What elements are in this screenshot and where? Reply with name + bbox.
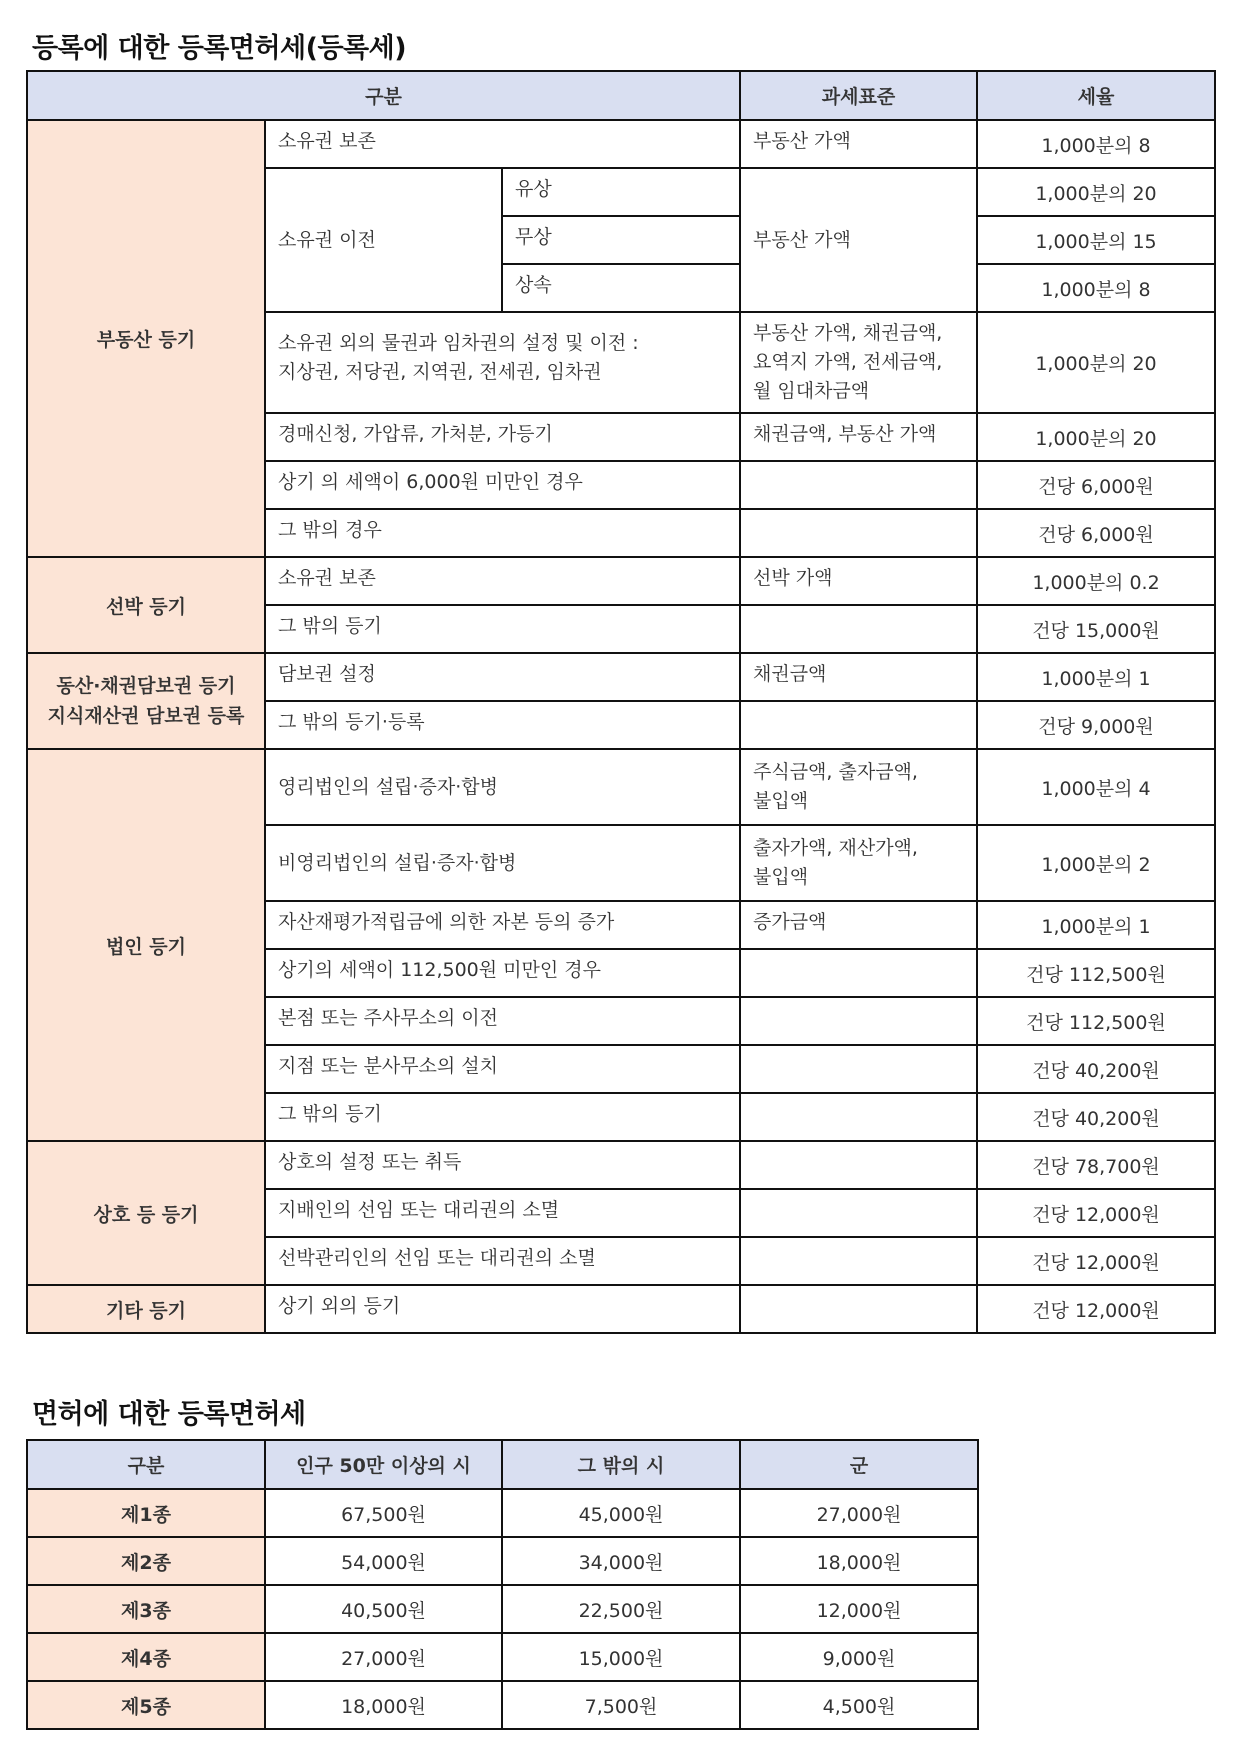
item-cell <box>265 1045 740 1093</box>
tax-base-cell <box>740 312 977 413</box>
tax-base-cell <box>740 701 977 749</box>
value-cell: 67,500원 <box>265 1489 502 1537</box>
tax-base-cell <box>740 605 977 653</box>
registration-tax-table <box>26 70 1216 1334</box>
table-header-row <box>27 71 1215 120</box>
rate-cell: 건당 112,500원 <box>977 997 1215 1045</box>
rate-cell: 1,000분의 8 <box>977 264 1215 312</box>
rate-cell: 건당 12,000원 <box>977 1189 1215 1237</box>
item-cell <box>265 413 740 461</box>
sub-item-cell <box>502 168 740 216</box>
category-cell: 상호 등 등기 <box>27 1141 265 1285</box>
tax-base-text: 증가금액 <box>753 910 827 933</box>
tax-base-cell <box>740 1285 977 1333</box>
item-cell <box>265 605 740 653</box>
sub-item-cell <box>502 216 740 264</box>
item-cell <box>265 1189 740 1237</box>
category-cell: 부동산 등기 <box>27 120 265 557</box>
value-cell: 15,000원 <box>502 1633 740 1681</box>
tax-base-cell <box>740 653 977 701</box>
item-text: 상기 의 세액이 6,000원 미만인 경우 <box>278 470 583 493</box>
rate-cell: 건당 78,700원 <box>977 1141 1215 1189</box>
rate-cell: 1,000분의 0.2 <box>977 557 1215 605</box>
value-cell: 12,000원 <box>740 1585 978 1633</box>
tax-base-line: 요역지 가액, 전세금액, <box>753 351 943 373</box>
header-class: 구분 <box>27 1440 265 1489</box>
tax-base-text: 채권금액, 부동산 가액 <box>753 422 937 445</box>
value-cell: 34,000원 <box>502 1537 740 1585</box>
tax-base-text: 부동산 가액 <box>753 129 851 152</box>
item-cell <box>265 1141 740 1189</box>
tax-base-cell <box>740 509 977 557</box>
sub-item-text: 유상 <box>515 177 552 200</box>
item-cell: 소유권 이전 <box>265 168 502 312</box>
item-cell <box>265 949 740 997</box>
item-cell <box>265 1093 740 1141</box>
item-text: 그 밖의 등기 <box>278 1102 382 1125</box>
table-row <box>27 1681 978 1729</box>
value-cell: 18,000원 <box>740 1537 978 1585</box>
item-text: 그 밖의 경우 <box>278 518 382 541</box>
item-text: 상기의 세액이 112,500원 미만인 경우 <box>278 958 601 981</box>
rate-cell: 1,000분의 20 <box>977 168 1215 216</box>
item-text: 그 밖의 등기·등록 <box>278 710 425 733</box>
table-row <box>27 1585 978 1633</box>
table-row <box>27 653 1215 701</box>
table-row <box>27 1633 978 1681</box>
sub-item-cell <box>502 264 740 312</box>
rate-cell: 1,000분의 20 <box>977 312 1215 413</box>
item-text: 담보권 설정 <box>278 662 376 685</box>
tax-base-cell <box>740 1141 977 1189</box>
tax-base-line: 출자가액, 재산가액, <box>753 837 918 859</box>
item-text: 경매신청, 가압류, 가처분, 가등기 <box>278 422 553 445</box>
item-text: 자산재평가적립금에 의한 자본 등의 증가 <box>278 910 615 933</box>
value-cell: 4,500원 <box>740 1681 978 1729</box>
value-cell: 54,000원 <box>265 1537 502 1585</box>
tax-base-text: 선박 가액 <box>753 566 833 589</box>
item-cell <box>265 557 740 605</box>
item-text: 선박관리인의 선임 또는 대리권의 소멸 <box>278 1246 596 1269</box>
license-tax-table <box>26 1439 979 1730</box>
item-cell <box>265 461 740 509</box>
item-text: 상기 외의 등기 <box>278 1294 401 1317</box>
item-cell <box>265 997 740 1045</box>
value-cell: 9,000원 <box>740 1633 978 1681</box>
tax-base-cell <box>740 557 977 605</box>
rate-cell: 1,000분의 1 <box>977 901 1215 949</box>
table-row <box>27 1537 978 1585</box>
rate-cell: 건당 9,000원 <box>977 701 1215 749</box>
value-cell: 22,500원 <box>502 1585 740 1633</box>
item-text: 본점 또는 주사무소의 이전 <box>278 1006 499 1029</box>
tax-base-cell <box>740 1093 977 1141</box>
rate-cell: 1,000분의 4 <box>977 749 1215 825</box>
header-county: 군 <box>740 1440 978 1489</box>
tax-base-line: 불입액 <box>753 866 809 888</box>
table-row <box>27 1489 978 1537</box>
table-header-row <box>27 1440 978 1489</box>
item-line: 소유권 외의 물권과 임차권의 설정 및 이전 : <box>278 331 639 354</box>
license-tax-title: 면허에 대한 등록면허세 <box>32 1399 306 1430</box>
tax-base-cell <box>740 749 977 825</box>
class-cell: 제3종 <box>27 1585 265 1633</box>
tax-base-cell <box>740 1237 977 1285</box>
table-row <box>27 749 1215 825</box>
item-line: 지상권, 저당권, 지역권, 전세권, 임차권 <box>278 360 602 383</box>
value-cell: 45,000원 <box>502 1489 740 1537</box>
item-cell <box>265 701 740 749</box>
item-text: 소유권 보존 <box>278 566 376 589</box>
rate-cell: 1,000분의 1 <box>977 653 1215 701</box>
tax-base-cell <box>740 901 977 949</box>
tax-base-line: 부동산 가액, 채권금액, <box>753 322 943 344</box>
tax-base-line: 주식금액, 출자금액, <box>753 761 918 783</box>
rate-cell: 1,000분의 15 <box>977 216 1215 264</box>
tax-base-cell <box>740 997 977 1045</box>
value-cell: 27,000원 <box>265 1633 502 1681</box>
rate-cell: 건당 6,000원 <box>977 509 1215 557</box>
header-other-city: 그 밖의 시 <box>502 1440 740 1489</box>
item-cell <box>265 509 740 557</box>
item-text: 지점 또는 분사무소의 설치 <box>278 1054 499 1077</box>
item-cell: 비영리법인의 설립·증자·합병 <box>265 825 740 901</box>
header-large-city: 인구 50만 이상의 시 <box>265 1440 502 1489</box>
item-cell <box>265 901 740 949</box>
tax-base-cell <box>740 825 977 901</box>
item-cell: 영리법인의 설립·증자·합병 <box>265 749 740 825</box>
item-cell <box>265 1285 740 1333</box>
tax-base-cell: 부동산 가액 <box>740 168 977 312</box>
tax-base-cell <box>740 461 977 509</box>
item-cell <box>265 312 740 413</box>
category-cell: 선박 등기 <box>27 557 265 653</box>
registration-tax-title: 등록에 대한 등록면허세(등록세) <box>32 33 407 64</box>
class-cell: 제4종 <box>27 1633 265 1681</box>
item-text: 소유권 보존 <box>278 129 376 152</box>
rate-cell: 건당 112,500원 <box>977 949 1215 997</box>
tax-base-cell <box>740 120 977 168</box>
tax-base-cell <box>740 413 977 461</box>
header-category: 구분 <box>27 71 740 120</box>
rate-cell: 건당 15,000원 <box>977 605 1215 653</box>
table-row <box>27 120 1215 168</box>
tax-base-cell <box>740 1045 977 1093</box>
item-text: 상호의 설정 또는 취득 <box>278 1150 462 1173</box>
category-cell: 법인 등기 <box>27 749 265 1141</box>
item-text: 지배인의 선임 또는 대리권의 소멸 <box>278 1198 560 1221</box>
class-cell: 제2종 <box>27 1537 265 1585</box>
table-row <box>27 557 1215 605</box>
sub-item-text: 무상 <box>515 225 552 248</box>
value-cell: 7,500원 <box>502 1681 740 1729</box>
category-cell <box>27 653 265 749</box>
category-line: 지식재산권 담보권 등록 <box>47 705 245 727</box>
rate-cell: 1,000분의 8 <box>977 120 1215 168</box>
table-row <box>27 1141 1215 1189</box>
rate-cell: 건당 12,000원 <box>977 1237 1215 1285</box>
header-rate: 세율 <box>977 71 1215 120</box>
tax-base-cell <box>740 949 977 997</box>
class-cell: 제1종 <box>27 1489 265 1537</box>
value-cell: 40,500원 <box>265 1585 502 1633</box>
table-row <box>27 1285 1215 1333</box>
sub-item-text: 상속 <box>515 273 552 296</box>
rate-cell: 건당 12,000원 <box>977 1285 1215 1333</box>
category-line: 동산·채권담보권 등기 <box>56 675 236 697</box>
class-cell: 제5종 <box>27 1681 265 1729</box>
value-cell: 18,000원 <box>265 1681 502 1729</box>
item-cell <box>265 653 740 701</box>
rate-cell: 건당 40,200원 <box>977 1045 1215 1093</box>
rate-cell: 1,000분의 20 <box>977 413 1215 461</box>
item-cell <box>265 120 740 168</box>
value-cell: 27,000원 <box>740 1489 978 1537</box>
category-cell: 기타 등기 <box>27 1285 265 1333</box>
item-text: 그 밖의 등기 <box>278 614 382 637</box>
header-tax-base: 과세표준 <box>740 71 977 120</box>
tax-base-text: 채권금액 <box>753 662 827 685</box>
rate-cell: 건당 40,200원 <box>977 1093 1215 1141</box>
tax-base-line: 월 임대차금액 <box>753 380 870 402</box>
tax-base-line: 불입액 <box>753 790 809 812</box>
rate-cell: 건당 6,000원 <box>977 461 1215 509</box>
rate-cell: 1,000분의 2 <box>977 825 1215 901</box>
tax-base-cell <box>740 1189 977 1237</box>
item-cell <box>265 1237 740 1285</box>
